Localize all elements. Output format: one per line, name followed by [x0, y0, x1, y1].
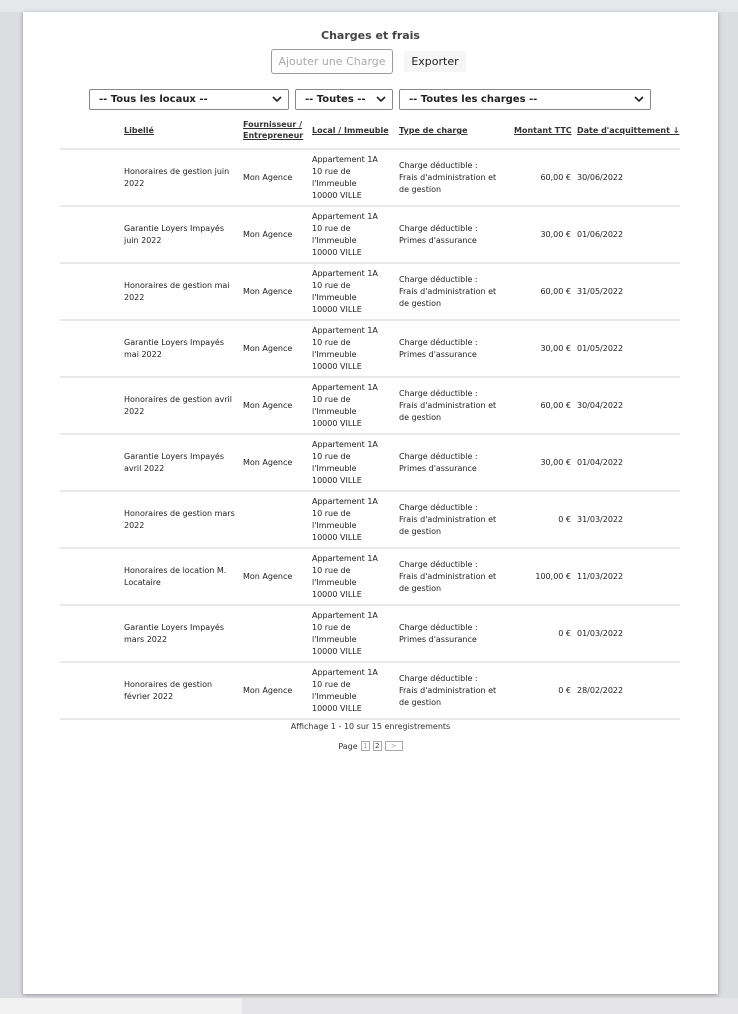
cell-type [399, 502, 503, 538]
cell-type-line: Charge déductible : [399, 223, 478, 233]
cell-libelle-line: Garantie Loyers Impayés [124, 337, 225, 347]
column-header-local[interactable]: Local / Immeuble [312, 126, 389, 135]
cell-local-line: l'Immeuble [312, 691, 357, 701]
cell-type-line: Charge déductible : [399, 502, 478, 512]
cell-libelle [124, 451, 242, 475]
cell-local-line: Appartement 1A [312, 382, 378, 392]
cell-montant: 60,00 € [540, 400, 571, 410]
cell-local-line: Appartement 1A [312, 496, 378, 506]
cell-montant: 0 € [558, 628, 571, 638]
cell-montant: 100,00 € [535, 571, 571, 581]
cell-local-line: 10000 VILLE [312, 703, 362, 713]
export-button[interactable]: Exporter [404, 51, 466, 72]
cell-libelle-line: mars 2022 [124, 634, 168, 644]
next-page-button[interactable]: > [385, 741, 403, 751]
chevron-down-icon [375, 93, 387, 105]
cell-local-line: 10 rue de [312, 223, 351, 233]
cell-local-line: Appartement 1A [312, 610, 378, 620]
cell-type [399, 223, 503, 247]
cell-date: 01/06/2022 [577, 229, 624, 239]
cell-libelle-line: avril 2022 [124, 463, 165, 473]
cell-local-line: l'Immeuble [312, 634, 357, 644]
cell-libelle-line: Honoraires de gestion avril [124, 394, 232, 404]
cell-local-line: 10 rue de [312, 166, 351, 176]
cell-type [399, 160, 503, 196]
cell-fournisseur: Mon Agence [243, 343, 293, 353]
page-2-link[interactable]: 2 [373, 741, 382, 751]
table-row[interactable] [60, 492, 680, 547]
cell-montant: 60,00 € [540, 286, 571, 296]
cell-local [312, 382, 396, 430]
cell-libelle-line: juin 2022 [124, 235, 162, 245]
cell-local-line: 10 rue de [312, 508, 351, 518]
cell-libelle [124, 394, 242, 418]
cell-type-line: Frais d'administration et [399, 571, 497, 581]
cell-local [312, 325, 396, 373]
cell-local-line: l'Immeuble [312, 292, 357, 302]
cell-local-line: 10 rue de [312, 280, 351, 290]
add-charge-button[interactable]: Ajouter une Charge [271, 49, 393, 74]
cell-date: 11/03/2022 [577, 571, 624, 581]
cell-local [312, 610, 396, 658]
cell-libelle-line: Honoraires de gestion juin [124, 166, 230, 176]
cell-local-line: l'Immeuble [312, 349, 357, 359]
cell-libelle [124, 223, 242, 247]
column-header-fournisseur-line2: Entrepreneur [243, 131, 304, 140]
cell-libelle-line: Honoraires de location M. [124, 565, 227, 575]
cell-local [312, 154, 396, 202]
cell-libelle-line: Garantie Loyers Impayés [124, 622, 225, 632]
cell-local-line: 10 rue de [312, 337, 351, 347]
cell-type-line: Charge déductible : [399, 388, 478, 398]
cell-type [399, 337, 503, 361]
cell-libelle-line: mai 2022 [124, 349, 162, 359]
cell-local [312, 439, 396, 487]
top-background [0, 0, 738, 12]
locaux-filter-value: -- Tous les locaux -- [99, 94, 208, 105]
cell-local-line: Appartement 1A [312, 154, 378, 164]
cell-local-line: 10 rue de [312, 565, 351, 575]
cell-date: 01/03/2022 [577, 628, 624, 638]
cell-type-line: de gestion [399, 412, 442, 422]
cell-type-line: Charge déductible : [399, 337, 478, 347]
cell-type [399, 559, 503, 595]
cell-local-line: l'Immeuble [312, 235, 357, 245]
cell-local-line: 10 rue de [312, 622, 351, 632]
cell-libelle-line: Garantie Loyers Impayés [124, 223, 225, 233]
cell-type-line: de gestion [399, 298, 442, 308]
cell-type-line: Charge déductible : [399, 673, 478, 683]
cell-montant: 0 € [558, 514, 571, 524]
row-divider [60, 718, 680, 720]
table-row[interactable] [60, 207, 680, 262]
column-header-fournisseur-line1: Fournisseur / [243, 120, 303, 129]
cell-local-line: 10000 VILLE [312, 646, 362, 656]
bottom-background [0, 998, 738, 1014]
cell-type-line: Frais d'administration et [399, 685, 497, 695]
chevron-down-icon [271, 93, 283, 105]
cell-type [399, 274, 503, 310]
cell-local-line: 10000 VILLE [312, 247, 362, 257]
cell-type-line: Charge déductible : [399, 451, 478, 461]
cell-montant: 0 € [558, 685, 571, 695]
cell-libelle-line: 2022 [124, 178, 145, 188]
cell-fournisseur: Mon Agence [243, 286, 293, 296]
cell-local-line: 10000 VILLE [312, 304, 362, 314]
cell-date: 31/05/2022 [577, 286, 624, 296]
column-header-date[interactable]: Date d'acquittement ↓ [577, 126, 680, 135]
column-header-montant[interactable]: Montant TTC [514, 126, 572, 135]
cell-fournisseur: Mon Agence [243, 685, 293, 695]
cell-local-line: Appartement 1A [312, 439, 378, 449]
cell-local-line: l'Immeuble [312, 463, 357, 473]
cell-fournisseur: Mon Agence [243, 457, 293, 467]
cell-montant: 30,00 € [540, 229, 571, 239]
cell-type-line: de gestion [399, 184, 442, 194]
cell-type [399, 673, 503, 709]
cell-local-line: 10 rue de [312, 394, 351, 404]
cell-type-line: de gestion [399, 583, 442, 593]
cell-local [312, 211, 396, 259]
locaux-filter-select[interactable] [89, 89, 289, 110]
cell-libelle [124, 679, 242, 703]
cell-type-line: Primes d'assurance [399, 235, 477, 245]
cell-local-line: 10000 VILLE [312, 475, 362, 485]
cell-local-line: 10 rue de [312, 451, 351, 461]
cell-local-line: l'Immeuble [312, 406, 357, 416]
table-row[interactable] [60, 549, 680, 604]
cell-local [312, 553, 396, 601]
chevron-down-icon [633, 93, 645, 105]
column-header-fournisseur[interactable] [243, 119, 303, 141]
cell-libelle [124, 280, 242, 304]
document-page [23, 12, 718, 994]
cell-libelle-line: Honoraires de gestion [124, 679, 213, 689]
toutes-filter-value: -- Toutes -- [305, 94, 366, 105]
cell-type-line: Charge déductible : [399, 559, 478, 569]
table-row[interactable] [60, 378, 680, 433]
cell-type-line: Primes d'assurance [399, 349, 477, 359]
cell-type-line: de gestion [399, 697, 442, 707]
table-row[interactable] [60, 321, 680, 376]
charges-filter-value: -- Toutes les charges -- [409, 94, 538, 105]
records-info: Affichage 1 - 10 sur 15 enregistrements [290, 722, 451, 731]
cell-libelle [124, 508, 242, 532]
page-title: Charges et frais [321, 29, 420, 42]
cell-fournisseur: Mon Agence [243, 172, 293, 182]
table-row[interactable] [60, 663, 680, 718]
cell-libelle-line: Honoraires de gestion mai [124, 280, 230, 290]
cell-local [312, 268, 396, 316]
cell-libelle-line: Garantie Loyers Impayés [124, 451, 225, 461]
cell-libelle-line: Honoraires de gestion mars [124, 508, 235, 518]
cell-type [399, 451, 503, 475]
cell-type [399, 388, 503, 424]
cell-type-line: de gestion [399, 526, 442, 536]
cell-local-line: Appartement 1A [312, 667, 378, 677]
cell-type [399, 622, 503, 646]
cell-fournisseur: Mon Agence [243, 571, 293, 581]
cell-type-line: Frais d'administration et [399, 172, 497, 182]
cell-type-line: Charge déductible : [399, 274, 478, 284]
cell-fournisseur: Mon Agence [243, 229, 293, 239]
column-header-libelle[interactable]: Libellé [124, 126, 154, 135]
cell-local-line: 10000 VILLE [312, 589, 362, 599]
table-row[interactable] [60, 606, 680, 661]
cell-libelle [124, 337, 242, 361]
cell-montant: 30,00 € [540, 343, 571, 353]
cell-local-line: l'Immeuble [312, 520, 357, 530]
cell-local [312, 667, 396, 715]
cell-date: 30/06/2022 [577, 172, 624, 182]
cell-date: 28/02/2022 [577, 685, 624, 695]
cell-type-line: Charge déductible : [399, 160, 478, 170]
cell-type-line: Frais d'administration et [399, 400, 497, 410]
cell-libelle [124, 565, 242, 589]
cell-libelle [124, 622, 242, 646]
cell-type-line: Primes d'assurance [399, 634, 477, 644]
column-header-type[interactable]: Type de charge [399, 126, 468, 135]
cell-local [312, 496, 396, 544]
cell-local-line: 10000 VILLE [312, 361, 362, 371]
cell-local-line: Appartement 1A [312, 325, 378, 335]
table-row[interactable] [60, 435, 680, 490]
cell-local-line: Appartement 1A [312, 268, 378, 278]
cell-libelle-line: 2022 [124, 406, 145, 416]
cell-type-line: Primes d'assurance [399, 463, 477, 473]
cell-libelle [124, 166, 242, 190]
cell-libelle-line: Locataire [124, 577, 161, 587]
cell-local-line: l'Immeuble [312, 178, 357, 188]
cell-local-line: 10000 VILLE [312, 532, 362, 542]
page-label: Page [338, 741, 358, 751]
cell-libelle-line: février 2022 [124, 691, 174, 701]
cell-type-line: Frais d'administration et [399, 286, 497, 296]
pagination [23, 741, 718, 751]
cell-date: 01/04/2022 [577, 457, 624, 467]
cell-date: 01/05/2022 [577, 343, 624, 353]
page-1-link[interactable]: 1 [361, 741, 370, 751]
cell-local-line: 10000 VILLE [312, 190, 362, 200]
cell-type-line: Charge déductible : [399, 622, 478, 632]
cell-montant: 60,00 € [540, 172, 571, 182]
cell-montant: 30,00 € [540, 457, 571, 467]
charges-filter-select[interactable] [399, 89, 651, 110]
cell-local-line: Appartement 1A [312, 553, 378, 563]
cell-local-line: l'Immeuble [312, 577, 357, 587]
cell-libelle-line: 2022 [124, 292, 145, 302]
cell-fournisseur: Mon Agence [243, 400, 293, 410]
cell-date: 30/04/2022 [577, 400, 624, 410]
cell-local-line: 10 rue de [312, 679, 351, 689]
cell-libelle-line: 2022 [124, 520, 145, 530]
cell-local-line: Appartement 1A [312, 211, 378, 221]
cell-local-line: 10000 VILLE [312, 418, 362, 428]
cell-type-line: Frais d'administration et [399, 514, 497, 524]
cell-date: 31/03/2022 [577, 514, 624, 524]
table-row[interactable] [60, 264, 680, 319]
toutes-filter-select[interactable] [295, 89, 393, 110]
table-row[interactable] [60, 150, 680, 205]
